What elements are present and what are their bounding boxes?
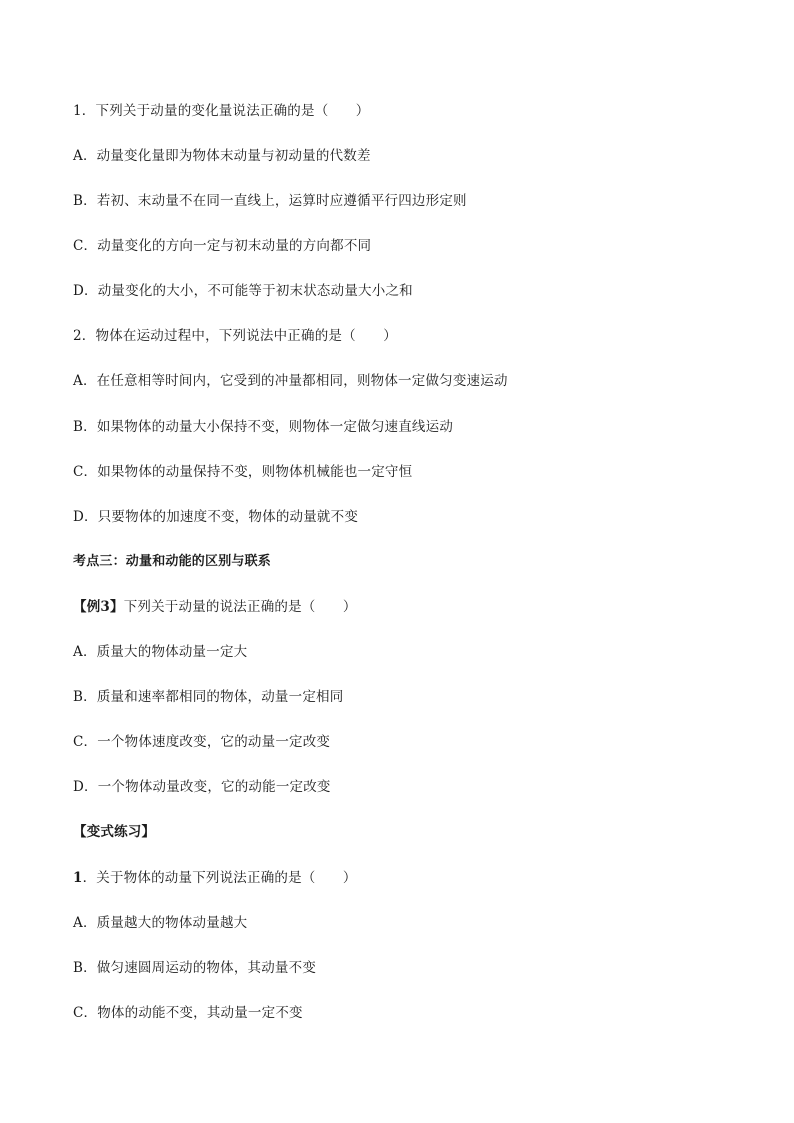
example-3-option-c: C．一个物体速度改变，它的动量一定改变	[73, 734, 331, 750]
section-title: 考点三：动量和动能的区别与联系	[73, 554, 272, 569]
practice-1-option-c: C．物体的动能不变，其动量一定不变	[73, 1005, 303, 1021]
practice-1-stem: ．关于物体的动量下列说法正确的是（ ）	[82, 870, 357, 886]
example-3-option-a: A．质量大的物体动量一定大	[73, 644, 248, 660]
practice-1-number: 1	[73, 870, 83, 886]
practice-title: 【变式练习】	[73, 824, 156, 840]
practice-1-option-a: A．质量越大的物体动量越大	[73, 915, 248, 931]
question-2-stem: 2．物体在运动过程中，下列说法中正确的是（ ）	[73, 328, 397, 344]
question-1-option-a: A．动量变化量即为物体末动量与初动量的代数差	[73, 148, 371, 164]
practice-1-stem-line	[73, 869, 357, 887]
example-3-option-d: D．一个物体动量改变，它的动能一定改变	[73, 779, 331, 795]
practice-1-option-b: B．做匀速圆周运动的物体，其动量不变	[73, 960, 317, 976]
example-3-option-b: B．质量和速率都相同的物体，动量一定相同	[73, 689, 344, 705]
question-2-option-c: C．如果物体的动量保持不变，则物体机械能也一定守恒	[73, 464, 413, 480]
question-1-stem: 1．下列关于动量的变化量说法正确的是（ ）	[73, 103, 370, 119]
question-2-option-d: D．只要物体的加速度不变，物体的动量就不变	[73, 509, 359, 525]
example-3-stem: 下列关于动量的说法正确的是（ ）	[123, 599, 357, 615]
question-1-option-d: D．动量变化的大小，不可能等于初末状态动量大小之和	[73, 283, 413, 299]
question-2-option-a: A．在任意相等时间内，它受到的冲量都相同，则物体一定做匀变速运动	[73, 373, 508, 389]
question-2-option-b: B．如果物体的动量大小保持不变，则物体一定做匀速直线运动	[73, 419, 454, 435]
example-3-label: 【例3】	[73, 599, 124, 615]
example-3-stem-line	[73, 598, 357, 616]
question-1-option-b: B．若初、末动量不在同一直线上，运算时应遵循平行四边形定则	[73, 193, 467, 209]
question-1-option-c: C．动量变化的方向一定与初末动量的方向都不同	[73, 238, 372, 254]
